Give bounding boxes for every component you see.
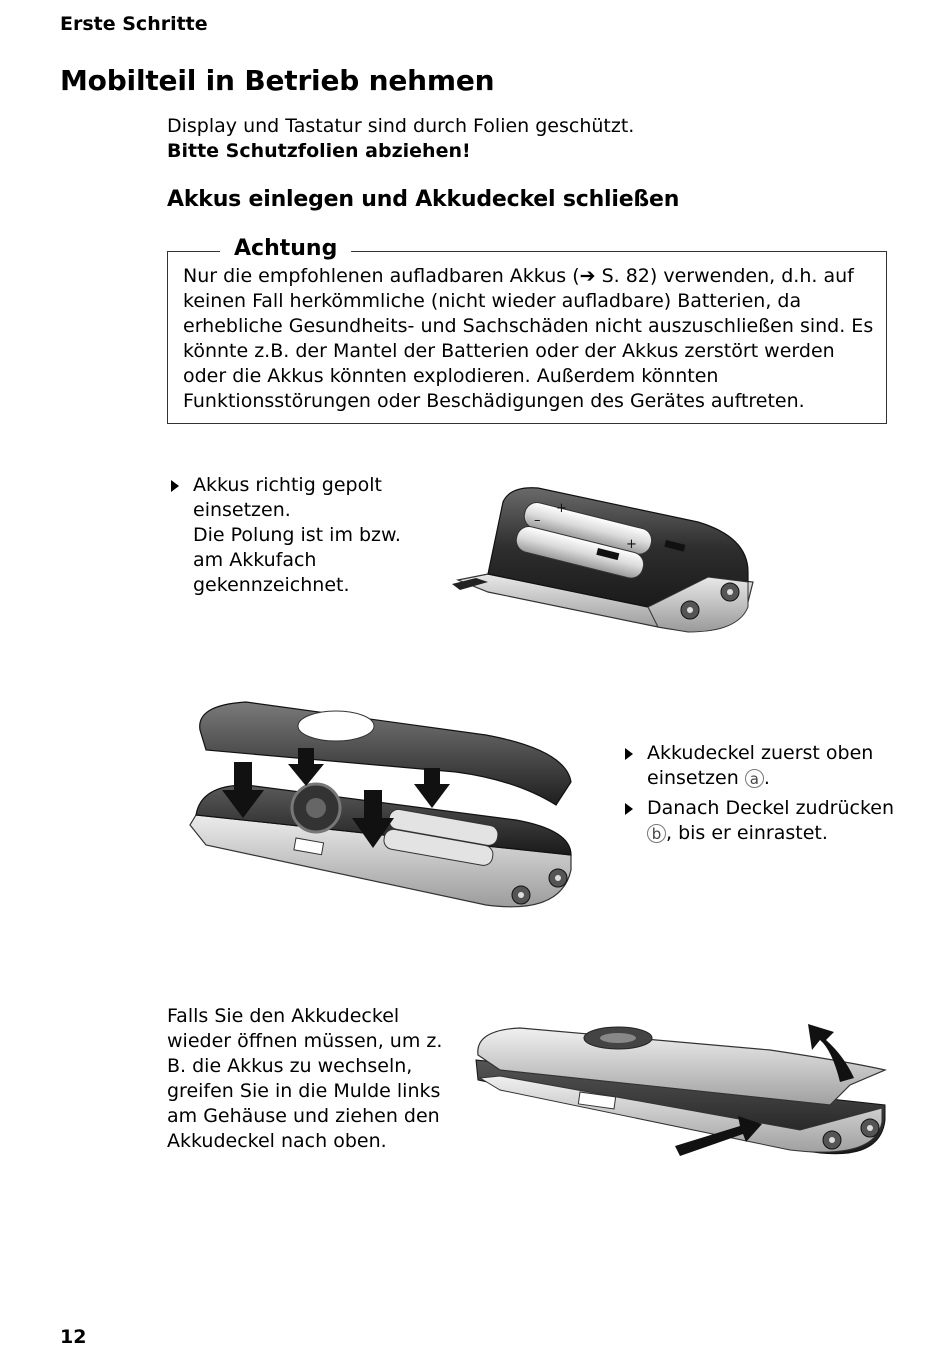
cover-window-inner (600, 1033, 636, 1043)
cover-window (298, 711, 374, 741)
step2-instructions (621, 741, 911, 851)
handset-batteries-illustration (448, 482, 758, 642)
circled-letter-a: a (745, 769, 764, 788)
step2-bullet-1 (621, 741, 911, 791)
cover-insert-illustration (186, 690, 586, 925)
battery-plus-label: + (556, 501, 567, 516)
step1-bullet-text: Akkus richtig gepolt einsetzen. (193, 474, 382, 521)
battery-minus-label: – (534, 513, 541, 528)
charging-contact (829, 1137, 835, 1143)
warning-title: Achtung (220, 236, 351, 261)
intro-paragraph (167, 114, 634, 164)
step2-bullet-2-text: Danach Deckel zudrücken (647, 797, 895, 819)
step1-bullet (167, 473, 407, 598)
intro-line-2: Bitte Schutzfolien abziehen! (167, 140, 471, 162)
step1-instructions (167, 473, 407, 603)
bullet-triangle-icon (171, 480, 179, 492)
charging-contact (555, 875, 561, 881)
step2-bullet-2 (621, 796, 911, 846)
page-reference: S. 82 (601, 265, 650, 287)
arrow-right-icon: ➔ (579, 265, 596, 287)
cover-removal-text: Falls Sie den Akkudeckel wieder öffnen müssen, um z. B. die Akkus zu wechseln, greifen Sie in die Mulde links am Gehäuse und ziehen den Akkudeckel nach oben. (167, 1005, 443, 1152)
speaker-center (306, 798, 326, 818)
cover-removal-illustration (470, 1010, 890, 1170)
battery-plus-label: + (626, 537, 637, 552)
step2-bullet-1-text: Akkudeckel zuerst oben einsetzen (647, 742, 874, 789)
bullet-triangle-icon (625, 803, 633, 815)
warning-text-start: Nur die empfohlenen aufladbaren Akkus ( (183, 265, 580, 287)
charging-contact (687, 607, 693, 613)
running-header: Erste Schritte (60, 13, 208, 35)
warning-text (183, 264, 879, 414)
step2-bullet-1-end: . (763, 767, 770, 789)
section-heading: Akkus einlegen und Akkudeckel schließen (167, 187, 680, 212)
circled-letter-b: b (647, 824, 666, 843)
warning-text-rest: ) verwenden, d.h. auf keinen Fall herkömmliche (nicht wieder aufladbare) Batterien, da erhebliche Gesundheits- und Sachschäden nicht auszuschließen sind. Es könnte z.B. der Mantel der Batterien oder der Akkus zerstört werden oder die Akkus könnten explodieren. Außerdem könnten Funktionsstörungen oder Beschädigungen des Gerätes auftreten. (183, 265, 874, 412)
step1-note: Die Polung ist im bzw. am Akkufach gekennzeichnet. (193, 524, 401, 596)
page-title: Mobilteil in Betrieb nehmen (60, 64, 495, 97)
arrow-down-icon (414, 768, 450, 808)
charging-contact (518, 892, 524, 898)
charging-contact (727, 589, 733, 595)
charging-contact (867, 1125, 873, 1131)
bullet-triangle-icon (625, 748, 633, 760)
intro-line-1: Display und Tastatur sind durch Folien geschützt. (167, 115, 635, 137)
page-number: 12 (60, 1326, 87, 1348)
step2-bullet-2-end: , bis er einrastet. (666, 822, 828, 844)
